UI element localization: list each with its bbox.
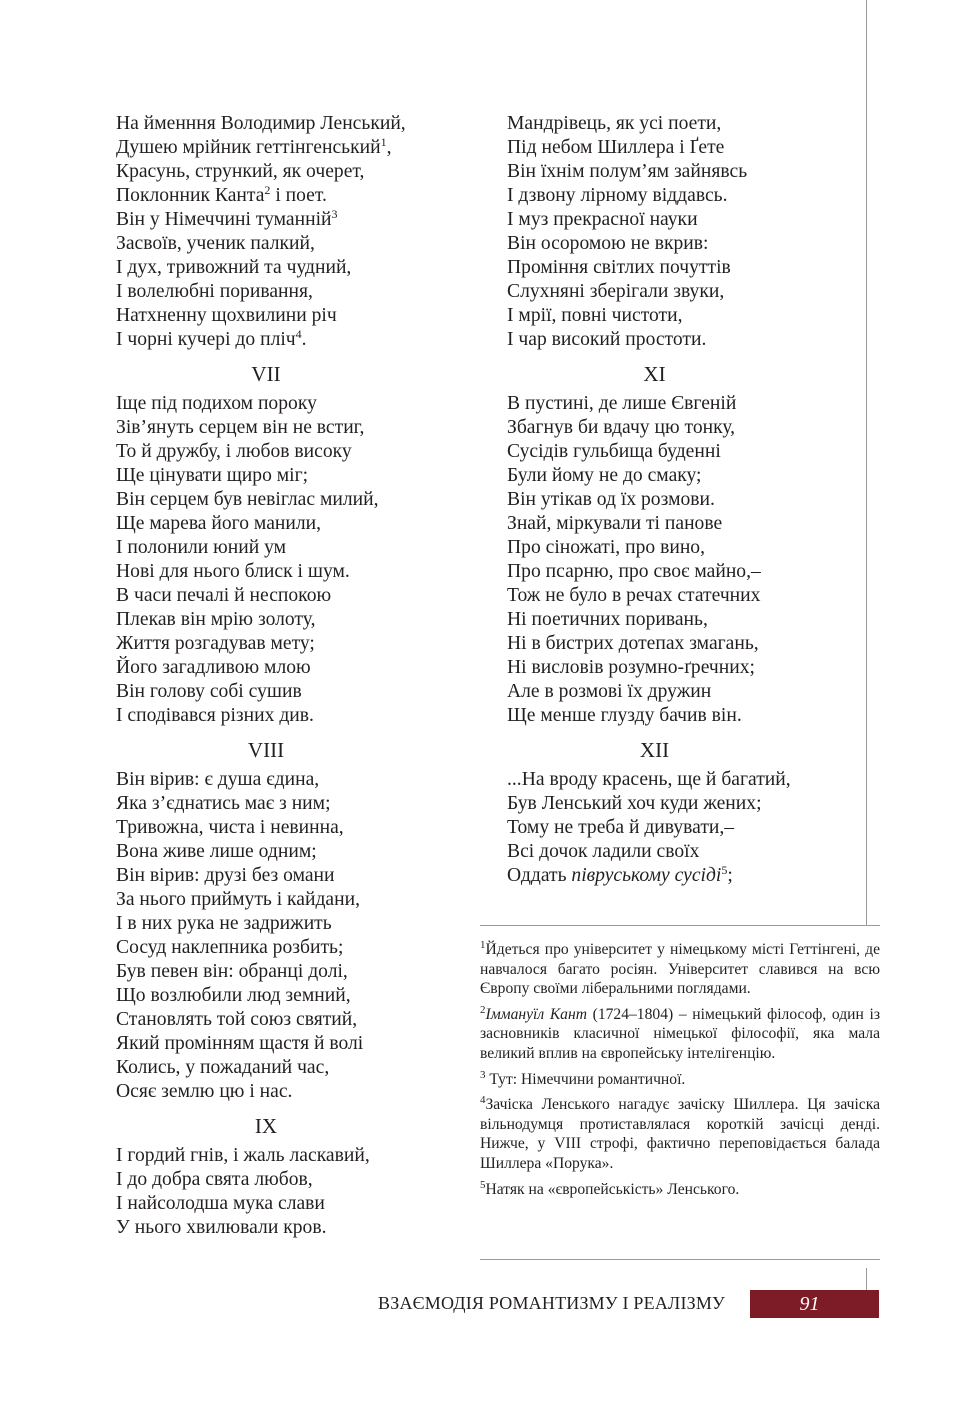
verse-line: В часи печалі й неспокою [116,585,332,606]
verse-line: Проміння світлих почуттів [507,257,731,278]
footnote-text: Натяк на «європейськість» Ленського. [485,1180,740,1198]
stanza-viii [116,768,476,1104]
verse-line: Він утікав од їх розмови. [507,489,715,510]
verse-line: Ще цінувати щиро міг; [116,465,309,486]
verse-line [116,136,476,160]
stanza-vii [116,392,476,728]
verse-line: І дзвону лірному віддавсь. [507,185,728,206]
footnote-ref: 3 [331,207,338,221]
stanza-vi [116,112,476,352]
footnote-mark: 5 [480,1178,486,1191]
heading-viii: VIII [247,738,285,762]
footnote-ref: 2 [264,183,271,197]
verse-line: Його загадливою млою [116,657,311,678]
page-number-box [750,1290,879,1318]
verse-line [116,328,476,352]
verse-line: Осяє землю цю і нас. [116,1081,293,1102]
footnote-ref: 5 [721,863,728,877]
heading-xi: XI [643,362,666,386]
left-column [116,112,476,1240]
page-number: 91 [799,1293,820,1315]
verse-line: ...На вроду красень, ще й багатий, [507,769,791,790]
verse-line: Вона живе лише одним; [116,841,317,862]
verse-line [116,280,476,304]
verse-line: І полонили юний ум [116,537,287,558]
verse-line: Він серцем був невіглас милий, [116,489,379,510]
footnote-text: Тут: Німеччини романтичної. [485,1070,686,1088]
verse-line: Сосуд наклепника розбить; [116,937,344,958]
footnote-5 [480,1180,880,1200]
verse-text: На йменння Володимир Ленський, [116,113,406,134]
verse-line: Іще під подихом пороку [116,393,317,414]
verse-line: Життя розгадував мету; [116,633,315,654]
verse-line: Ні висловів розумно-ґречних; [507,657,755,678]
verse-line: Слухняні зберігали звуки, [507,281,725,302]
verse-text: Душею мрійник геттінгенський [116,137,381,158]
footnote-ref: 1 [380,135,387,149]
stanza-xi [507,392,877,728]
heading-ix: IX [254,1114,278,1138]
verse-line: І найсолодша мука слави [116,1193,325,1214]
stanza-xii-last-line [507,864,877,888]
verse-text: Поклонник Канта [116,185,265,206]
footnote-2 [480,1005,880,1064]
verse-line: Про сіножаті, про вино, [507,537,706,558]
footnote-text: Йдеться про університет у німецькому місті Геттінгені, де навчалося багато росіян. Університет славився на всю Європу своїми ліберальними поглядами. [480,941,880,998]
footnote-mark: 4 [480,1094,486,1107]
verse-line: Він голову собі сушив [116,681,302,702]
verse-line: Були йому не до смаку; [507,465,702,486]
verse-line: Він осоромою не вкрив: [507,233,709,254]
footnote-mark: 2 [480,1003,486,1016]
verse-text: Натхненну щохвилини річ [116,305,337,326]
verse-line: Був певен він: обранці долі, [116,961,348,982]
verse-line: Тож не було в речах статечних [507,585,761,606]
verse-text-end: ; [727,865,733,886]
verse-line: Яка з’єднатись має з ним; [116,793,331,814]
stanza-ix [116,1144,476,1240]
verse-line [116,232,476,256]
verse-line [116,256,476,280]
verse-line: Тривожна, чиста і невинна, [116,817,344,838]
verse-line: Який промінням щастя й волі [116,1033,364,1054]
running-footer-title: ВЗАЄМОДІЯ РОМАНТИЗМУ І РЕАЛІЗМУ [378,1293,725,1313]
verse-line: І в них рука не задрижить [116,913,332,934]
footnote-1 [480,940,880,999]
verse-line: Він їхнім полум’ям зайнявсь [507,161,748,182]
footnote-mark: 1 [480,939,486,951]
verse-line [116,112,476,136]
footnotes-top-rule [480,925,880,926]
verse-line [116,304,476,328]
verse-text-end: , [386,137,392,158]
verse-line: Був Ленський хоч куди жених; [507,793,762,814]
verse-text-end: і поет. [270,185,327,206]
verse-line: Але в розмові їх дружин [507,681,712,702]
verse-text: І дух, тривожний та чудний, [116,257,352,278]
verse-line: В пустині, де лише Євгеній [507,393,737,414]
verse-line: Всі дочок ладили своїх [507,841,700,862]
verse-line [116,184,476,208]
verse-line: Ще марева його манили, [116,513,322,534]
footnotes-bottom-rule [480,1259,880,1260]
verse-line: І до добра свята любов, [116,1169,313,1190]
heading-vii: VII [251,362,281,386]
verse-text: Він у Німеччині туманній [116,209,332,230]
verse-line: Колись, у пожаданий час, [116,1057,330,1078]
verse-line: Ні в бистрих дотепах змагань, [507,633,759,654]
verse-line [116,208,476,232]
footnote-mark: 3 [480,1068,486,1081]
verse-line: Сусідів гульбища буденні [507,441,721,462]
footnotes [480,940,880,1205]
verse-line [116,160,476,184]
verse-line: І чар високий простоти. [507,329,707,350]
verse-line: Становлять той союз святий, [116,1009,358,1030]
verse-line: Тому не треба й дивувати,– [507,817,735,838]
verse-line: Збагнув би вдачу цю тонку, [507,417,736,438]
heading-xii: XII [639,738,670,762]
stanza-xii [507,768,877,864]
verse-text: Засвоїв, ученик палкий, [116,233,315,254]
verse-italic: півруському сусіді [571,865,722,886]
verse-line: Під небом Шиллера і Ґете [507,137,725,158]
verse-line: Що возлюбили люд земний, [116,985,351,1006]
stanza-ix-continued [507,112,877,352]
verse-text-end: . [301,329,307,350]
verse-line: Він вірив: друзі без омани [116,865,335,886]
verse-text: І чорні кучері до пліч [116,329,296,350]
verse-line: І муз прекрасної науки [507,209,698,230]
verse-line: Знай, міркували ті панове [507,513,723,534]
verse-line: Ні поетичних поривань, [507,609,708,630]
verse-line: За нього приймуть і кайдани, [116,889,361,910]
footnote-text: Зачіска Ленського нагадує зачіску Шиллера. Ця зачіска вільнодумця протиставлялася короткій зачісці денді. Нижче, у VIII строфі, фактично переповідається балада Шиллера «Порука». [480,1096,880,1172]
right-column [507,112,877,888]
verse-line: Про псарню, про своє майно,– [507,561,761,582]
verse-text: І волелюбні поривання, [116,281,313,302]
verse-text: Оддать [507,865,572,886]
verse-line: То й дружбу, і любов високу [116,441,352,462]
verse-line: І мрії, повні чистоти, [507,305,683,326]
footnote-text: (1724–1804) – німецький філософ, один із засновників класичної німецької філософії, яка мала великий вплив на європейську інтелігенцію. [480,1005,880,1062]
footnote-3 [480,1070,880,1090]
verse-text: Красунь, стрункий, як очерет, [116,161,365,182]
verse-line: Нові для нього блиск і шум. [116,561,350,582]
verse-line: І гордий гнів, і жаль ласкавий, [116,1145,370,1166]
verse-line: Плекав він мрію золоту, [116,609,316,630]
verse-line: Зів’януть серцем він не встиг, [116,417,365,438]
verse-line: Ще менше глузду бачив він. [507,705,742,726]
footnote-4 [480,1095,880,1173]
verse-line: І сподівався різних див. [116,705,314,726]
footnote-italic: Іммануїл Кант [485,1005,587,1023]
footnote-ref: 4 [295,327,302,341]
verse-line: Мандрівець, як усі поети, [507,113,722,134]
verse-line: Він вірив: є душа єдина, [116,769,320,790]
verse-line: У нього хвилювали кров. [116,1217,327,1238]
